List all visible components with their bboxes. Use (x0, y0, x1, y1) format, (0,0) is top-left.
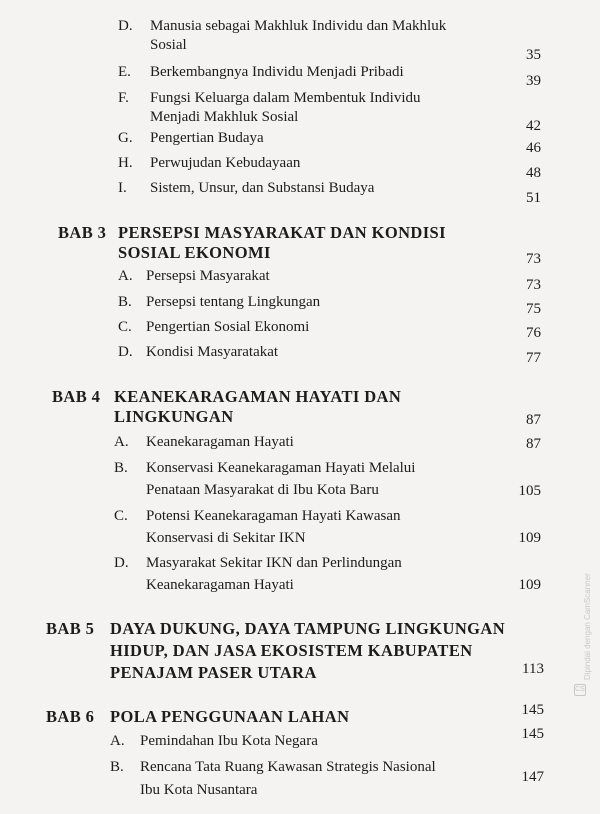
chapter-label: BAB 5 (46, 619, 95, 638)
entry-letter: C. (114, 508, 128, 524)
entry-page: 147 (521, 769, 544, 785)
entry-page: 51 (526, 190, 541, 206)
chapter-label: BAB 4 (52, 387, 101, 406)
entry-page: 77 (526, 350, 541, 366)
entry-letter: B. (110, 759, 124, 775)
entry-page: 46 (526, 140, 541, 156)
chapter-page: 87 (526, 412, 541, 428)
entry-letter: A. (114, 434, 129, 450)
entry-title: Sistem, Unsur, dan Substansi Budaya (150, 180, 375, 196)
entry-page: 76 (526, 325, 541, 341)
entry-title-cont: Ibu Kota Nusantara (140, 782, 258, 798)
entry-title-cont: Sosial (150, 37, 187, 53)
entry-title: Keanekaragaman Hayati (146, 434, 294, 450)
chapter-label: BAB 6 (46, 707, 95, 726)
chapter-title: KEANEKARAGAMAN HAYATI DAN (114, 387, 402, 406)
entry-title-cont: Penataan Masyarakat di Ibu Kota Baru (146, 482, 379, 498)
entry-title-cont: Konservasi di Sekitar IKN (146, 530, 306, 546)
entry-page: 87 (526, 436, 541, 452)
scanner-watermark: Dipindai dengan CamScanner (583, 573, 592, 680)
entry-title: Konservasi Keanekaragaman Hayati Melalui (146, 460, 416, 476)
entry-letter: D. (114, 555, 129, 571)
entry-page: 105 (518, 483, 541, 499)
entry-letter: D. (118, 344, 133, 360)
entry-letter: D. (118, 18, 133, 34)
entry-letter: G. (118, 130, 133, 146)
entry-letter: A. (118, 268, 133, 284)
entry-page: 75 (526, 301, 541, 317)
entry-page: 39 (526, 73, 541, 89)
entry-page: 35 (526, 47, 541, 63)
entry-letter: H. (118, 155, 133, 171)
entry-page: 42 (526, 118, 541, 134)
chapter-title-cont: HIDUP, DAN JASA EKOSISTEM KABUPATEN (110, 641, 473, 660)
entry-title: Fungsi Keluarga dalam Membentuk Individu (150, 90, 421, 106)
chapter-page: 145 (521, 702, 544, 718)
entry-title: Pengertian Sosial Ekonomi (146, 319, 310, 335)
entry-title: Masyarakat Sekitar IKN dan Perlindungan (146, 555, 402, 571)
entry-page: 109 (518, 577, 541, 593)
chapter-page: 73 (526, 251, 541, 267)
entry-letter: C. (118, 319, 132, 335)
chapter-title-cont: PENAJAM PASER UTARA (110, 663, 317, 682)
entry-title: Rencana Tata Ruang Kawasan Strategis Nasional (140, 759, 436, 775)
entry-letter: B. (118, 294, 132, 310)
camscanner-icon: CS (574, 684, 586, 696)
entry-title: Berkembangnya Individu Menjadi Pribadi (150, 64, 404, 80)
entry-page: 109 (518, 530, 541, 546)
entry-letter: F. (118, 90, 129, 106)
entry-title: Kondisi Masyaratakat (146, 344, 279, 360)
entry-letter: I. (118, 180, 127, 196)
entry-letter: B. (114, 460, 128, 476)
entry-title: Pengertian Budaya (150, 130, 264, 146)
chapter-title: PERSEPSI MASYARAKAT DAN KONDISI (118, 223, 446, 242)
entry-title-cont: Keanekaragaman Hayati (146, 577, 294, 593)
entry-title: Persepsi tentang Lingkungan (146, 294, 321, 310)
entry-title: Potensi Keanekaragaman Hayati Kawasan (146, 508, 401, 524)
entry-title: Manusia sebagai Makhluk Individu dan Makhluk (150, 18, 447, 34)
chapter-title-cont: SOSIAL EKONOMI (118, 243, 271, 262)
chapter-label: BAB 3 (58, 223, 107, 242)
entry-title: Perwujudan Kebudayaan (150, 155, 301, 171)
entry-title-cont: Menjadi Makhluk Sosial (150, 109, 299, 125)
chapter-title-cont: LINGKUNGAN (114, 407, 234, 426)
entry-title: Persepsi Masyarakat (146, 268, 270, 284)
chapter-title: POLA PENGGUNAAN LAHAN (110, 707, 350, 726)
entry-page: 73 (526, 277, 541, 293)
entry-page: 48 (526, 165, 541, 181)
chapter-title: DAYA DUKUNG, DAYA TAMPUNG LINGKUNGAN (110, 619, 506, 638)
entry-page: 145 (521, 726, 544, 742)
entry-letter: A. (110, 733, 125, 749)
entry-title: Pemindahan Ibu Kota Negara (140, 733, 318, 749)
entry-letter: E. (118, 64, 131, 80)
chapter-page: 113 (522, 661, 544, 677)
